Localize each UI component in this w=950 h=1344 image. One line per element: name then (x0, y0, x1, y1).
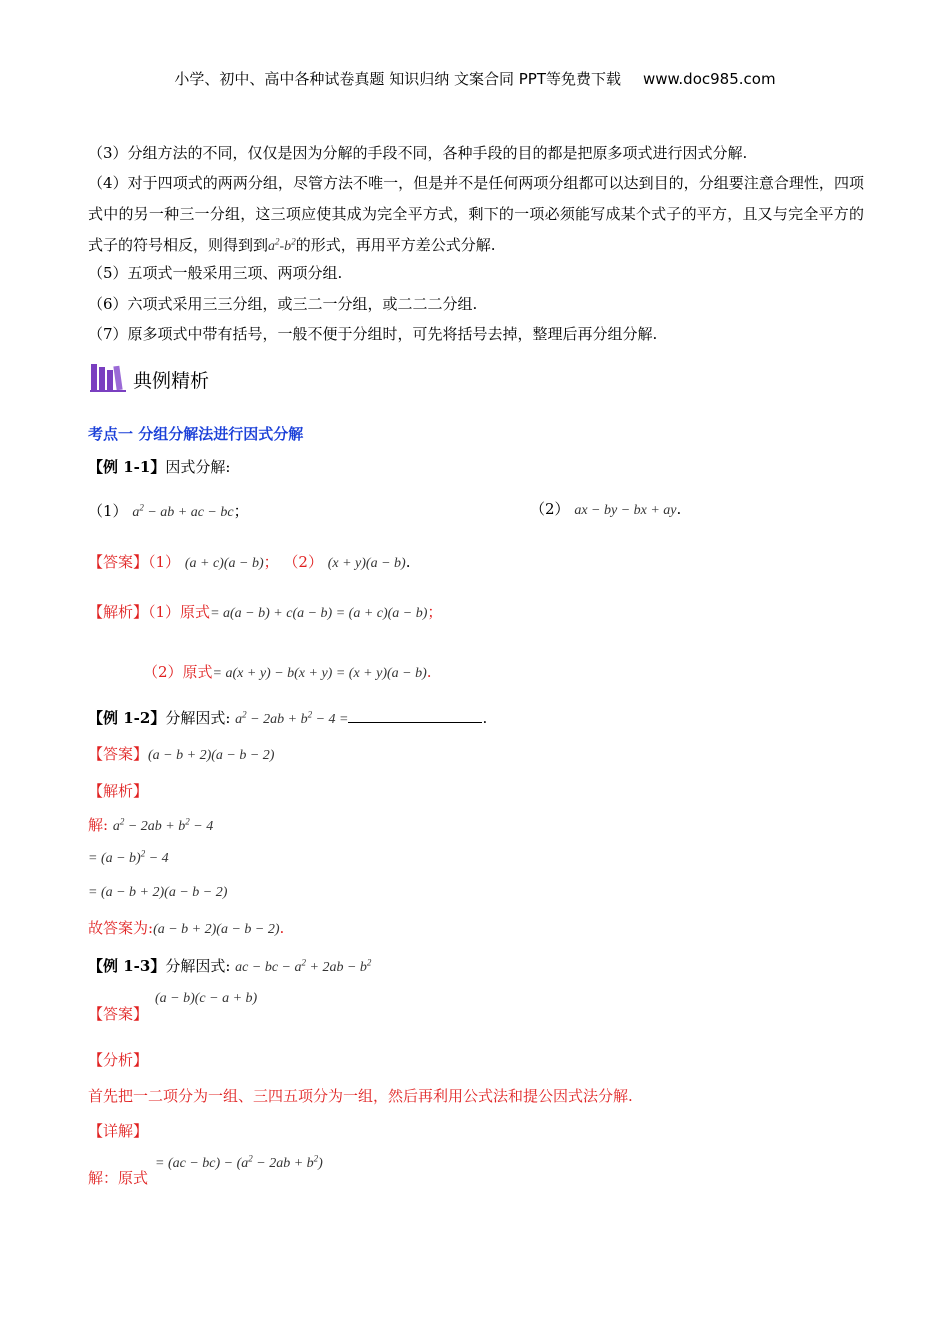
ex2-heading (88, 707, 487, 731)
ex3-expr: ac − bc − $a^2 + 2ab - b^2$ (235, 957, 372, 975)
ex2-step0-expr: $a^2 - 2ab + b^2 - 4$ (112, 816, 214, 834)
ex1-answer-label: 【答案】 (88, 553, 149, 571)
ex3-answer-label: 【答案】 (88, 1005, 149, 1023)
ex1-prompt: 因式分解: (165, 458, 231, 476)
ex2-step2: = (a − b + 2)(a − b − 2) (88, 885, 228, 900)
ex2-answer-value: (a − b + 2)(a − b − 2) (148, 748, 275, 763)
ex2-answer-blank (348, 708, 482, 723)
ex2-prompt: 分解因式: (165, 709, 231, 727)
note-6: （6）六项式采用三三分组，或三二一分组，或二二二分组. (88, 295, 478, 313)
ex2-end: . (482, 709, 488, 727)
note-4-text: （4）对于四项式的两两分组，尽管方法不唯一，但是并不是任何两项分组都可以达到目的，分组要注意合理性，四项式中的另一种三一分组，这三项应使其成为完全平方式，剩下的一项必须能写成某个式子的平方，且又与完全平方的式子的符号相反，则得到到 (88, 174, 864, 254)
header-text: 小学、初中、高中各种试卷真题 知识归纳 文案合同 PPT等免费下载 (174, 70, 621, 88)
ex1-q1-label: （1） (88, 502, 128, 520)
ex1-q2 (530, 498, 681, 522)
ex1-answer-end: . (405, 553, 411, 571)
ex2-final-end: . (279, 919, 285, 937)
note-4-tail: 的形式，再用平方差公式分解. (295, 236, 496, 254)
note-5: （5）五项式一般采用三项、两项分组. (88, 264, 343, 282)
ex1-q2-label: （2） (530, 500, 570, 518)
ex1-solution-2 (143, 661, 432, 685)
ex1-solution2-label: （2）原式 (143, 663, 213, 681)
ex2-answer-label: 【答案】 (88, 745, 149, 763)
ex1-solution2: = a(x + y) − b(x + y) = (x + y)(a − b) (212, 666, 427, 681)
ex3-analysis-text: 首先把一二项分为一组、三四五项分为一组，然后再利用公式法和提公因式法分解. (88, 1087, 633, 1105)
ex1-answer1: (a + c)(a − b) (184, 556, 264, 571)
ex1-answer-sep: ； (263, 553, 279, 571)
ex1-q1-expr: $a^2$ − ab + ac − bc (132, 502, 234, 520)
ex3-prompt: 分解因式: (165, 957, 231, 975)
ex2-answer (88, 743, 274, 767)
ex2-label: 【例 1-2】 (88, 709, 166, 727)
ex3-detail-label: 【详解】 (88, 1122, 149, 1140)
ex1-solution1-end: ； (427, 603, 443, 621)
ex1-solution2-end: . (426, 663, 432, 681)
ex2-expr: $a^2 - 2ab + b^2 - 4$ = (235, 709, 349, 727)
header-site: www.doc985.com (642, 70, 776, 88)
note-3: （3）分组方法的不同，仅仅是因为分解的手段不同，各种手段的目的都是把原多项式进行因式分解. (88, 144, 748, 162)
ex1-heading (88, 456, 230, 478)
ex1-answer2-label: （2） (283, 553, 323, 571)
ex2-step0-label: 解: (88, 816, 109, 834)
note-4 (88, 168, 864, 262)
ex1-solution-1 (88, 601, 442, 625)
ex3-solution-label: 解：原式 (88, 1169, 149, 1187)
ex1-solution1-label: （1）原式 (148, 603, 211, 621)
section-title: 典例精析 (133, 370, 210, 392)
ex2-step0 (88, 814, 213, 838)
ex2-final (88, 917, 284, 941)
topic-heading: 考点一 分组分解法进行因式分解 (88, 425, 304, 443)
books-icon (90, 362, 128, 396)
note-7: （7）原多项式中带有括号，一般不便于分组时，可先将括号去掉，整理后再分组分解. (88, 325, 658, 343)
ex1-q2-expr: ax − by − bx + ay (574, 503, 677, 518)
note-4-expr: $a^2-b^2$ (268, 236, 296, 254)
ex3-heading (88, 955, 371, 979)
ex1-solution-label: 【解析】 (88, 603, 149, 621)
ex2-final-value: (a − b + 2)(a − b − 2) (153, 922, 280, 937)
ex2-solution-label: 【解析】 (88, 782, 149, 800)
ex1-q1-end: ； (233, 502, 249, 520)
ex3-solution-expr: = $(ac - bc) - (a^2 - 2ab + b^2)$ (155, 1153, 323, 1171)
ex3-label: 【例 1-3】 (88, 957, 166, 975)
ex3-analysis-label: 【分析】 (88, 1051, 149, 1069)
ex1-answer2: (x + y)(a − b) (327, 556, 406, 571)
ex1-q2-end: . (676, 500, 682, 518)
ex1-label: 【例 1-1】 (88, 458, 166, 476)
ex1-q1 (88, 500, 249, 524)
ex1-answer (88, 551, 411, 575)
ex1-solution1: = a(a − b) + c(a − b) = (a + c)(a − b) (210, 606, 428, 621)
ex1-answer1-label: （1） (148, 553, 181, 571)
ex3-answer-value: (a − b)(c − a + b) (155, 991, 258, 1006)
page-header (0, 68, 950, 89)
ex2-final-label: 故答案为: (88, 919, 154, 937)
ex2-step1: = $(a - b)^2 - 4$ (88, 848, 169, 866)
